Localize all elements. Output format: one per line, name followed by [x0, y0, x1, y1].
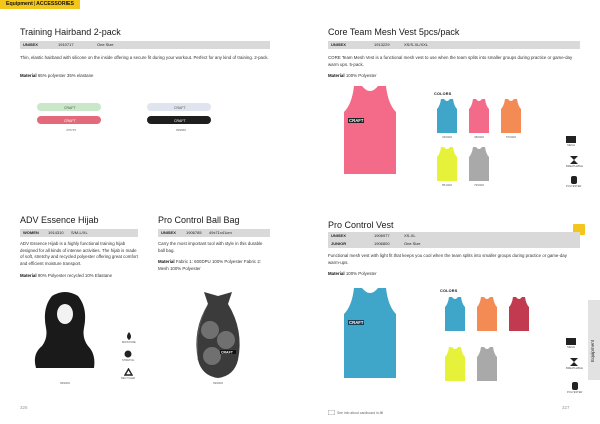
- polyester-icon: [571, 176, 577, 184]
- recycled-icon-group: RECYCLED: [121, 368, 135, 380]
- control-vest-red-swatch: [508, 296, 530, 332]
- svg-text:CRAFT: CRAFT: [64, 106, 76, 110]
- hijab-image: [30, 290, 100, 378]
- page-number-left: 326: [20, 405, 28, 410]
- stretch-icon: [124, 350, 132, 358]
- mesh-vest-pink-image: [340, 84, 400, 176]
- mesh-icon-group: MESH: [566, 136, 576, 147]
- mesh-vest-code-5: 790000: [473, 183, 484, 187]
- unisex-label: UNISEX: [161, 230, 176, 235]
- polyester-icon: [572, 382, 578, 390]
- control-vest-blue-image: [340, 286, 400, 380]
- hairband-spec-bar: [20, 41, 270, 49]
- ballbag-spec-bar: [158, 229, 270, 237]
- svg-text:CRAFT: CRAFT: [64, 119, 76, 123]
- svg-text:CRAFT: CRAFT: [174, 106, 186, 110]
- subsection-label: ACCESSORIES: [36, 1, 74, 7]
- breathable-icon: [570, 156, 578, 164]
- mesh-vest-code-2: 480000: [473, 135, 484, 139]
- moisture-icon-group: MOISTURE: [122, 332, 136, 344]
- ballbag-title: Pro Control Ball Bag: [158, 215, 240, 225]
- mesh-vest-colors-label: COLORS: [434, 92, 452, 96]
- size-range: XS/S-XL/XXL: [404, 42, 429, 47]
- polyester-icon-group-2: POLYESTER: [567, 382, 582, 394]
- drop-icon: [125, 332, 133, 340]
- section-tab: Equipment|ACCESSORIES: [0, 0, 80, 9]
- article-number-unisex: 1906977: [374, 233, 390, 238]
- mesh-vest-material: Material 100% Polyester: [328, 73, 377, 78]
- control-vest-title: Pro Control Vest: [328, 220, 394, 230]
- svg-text:CRAFT: CRAFT: [174, 119, 186, 123]
- hairband-variant-code-1: 475715: [65, 128, 76, 132]
- control-vest-colors-label: COLORS: [440, 289, 458, 293]
- size-range: One Size: [97, 42, 114, 47]
- svg-text:CRAFT: CRAFT: [221, 350, 233, 355]
- breathable-icon: [570, 358, 578, 366]
- control-vest-material: Material 100% Polyester: [328, 271, 377, 276]
- hairband-white-black-image: [146, 100, 216, 130]
- mesh-vest-yellow-swatch: [436, 146, 458, 182]
- mesh-vest-description: CORE Team Mesh Vest is a functional mesh vest to use when the team splits into smaller groups during practice or game-day warm ups. 5-pack.: [328, 55, 573, 67]
- svg-text:CRAFT: CRAFT: [349, 118, 364, 124]
- side-tab-label: Equipment: [590, 340, 595, 362]
- control-vest-orange-swatch: [476, 296, 498, 332]
- ballbag-description: Carry the most important tool with style in this durable ball bag.: [158, 241, 263, 253]
- size-range: S/M-L/XL: [71, 230, 88, 235]
- mesh-vest-code-3: 570000: [505, 135, 516, 139]
- control-vest-description: Functional mesh vest with light fit that keeps you cool when the team splits into smaller groups during practice or game-day warm-ups.: [328, 253, 567, 265]
- hairband-description: Thin, elastic hairband with silicone on the inside offering a secure fit during your workout. Perfect for any kind of training. 2-pack.: [20, 55, 269, 60]
- mesh-vest-spec-bar: [328, 41, 580, 49]
- hairband-pink-green-image: [36, 100, 106, 130]
- article-number: 1910717: [58, 42, 74, 47]
- hairband-variant-code-2: 999960: [175, 128, 186, 132]
- ballbag-material: Material Fabric 1: 600DPU 100% Polyester Fabric 2: Mesh 100% Polyester: [158, 259, 261, 271]
- hairband-material: Material 65% polyester 35% elastane: [20, 73, 94, 78]
- ballbag-variant-code: 999000: [212, 381, 223, 385]
- hairband-title: Training Hairband 2-pack: [20, 27, 121, 37]
- unisex-label: UNISEX: [331, 233, 346, 238]
- svg-text:CRAFT: CRAFT: [349, 320, 364, 326]
- mesh-vest-blue-swatch: [436, 98, 458, 134]
- article-number: 1913229: [374, 42, 390, 47]
- article-number: 1906785: [186, 230, 202, 235]
- mesh-vest-code-1: 330000: [441, 135, 452, 139]
- hijab-variant-code: 999000: [59, 381, 70, 385]
- page-number-right: 327: [562, 405, 570, 410]
- hijab-spec-bar: [20, 229, 138, 237]
- side-tab: [588, 300, 600, 380]
- breathable-icon-group: BREATHABLE: [566, 156, 583, 168]
- section-label: Equipment: [6, 1, 33, 7]
- control-vest-spec-bar-junior: [328, 240, 580, 248]
- right-page: [300, 0, 600, 424]
- control-vest-blue-swatch: [444, 296, 466, 332]
- mesh-vest-pink-swatch: [468, 98, 490, 134]
- mesh-vest-grey-swatch: [468, 146, 490, 182]
- control-vest-yellow-swatch: [444, 346, 466, 382]
- women-label: WOMEN: [23, 230, 39, 235]
- control-vest-spec-bar-unisex: [328, 232, 580, 240]
- cardboard-note-icon: [328, 410, 335, 415]
- mesh-vest-title: Core Team Mesh Vest 5pcs/pack: [328, 27, 460, 37]
- ballbag-image: [190, 290, 246, 380]
- article-number-junior: 1906800: [374, 241, 390, 246]
- cardboard-note: See info about cardboard in-fill: [337, 411, 383, 415]
- size-range-junior: One Size: [404, 241, 421, 246]
- control-vest-grey-swatch: [476, 346, 498, 382]
- hijab-description: ADV Essence Hijab is a highly functional training hijab designed for all kinds of intense activities. The hijab is made of soft, stretchy and recycled polyester offering great comfort and efficient moisture transport.: [20, 241, 138, 266]
- unisex-label: UNISEX: [23, 42, 38, 47]
- size-range: 49x71x41cm: [209, 230, 232, 235]
- hijab-material: Material 90% Polyester recycled 10% Elastane: [20, 273, 113, 278]
- article-number: 1914310: [48, 230, 64, 235]
- size-range-unisex: XS-XL: [404, 233, 416, 238]
- recycle-icon: [124, 368, 133, 376]
- mesh-vest-orange-swatch: [500, 98, 522, 134]
- unisex-label: UNISEX: [331, 42, 346, 47]
- hijab-title: ADV Essence Hijab: [20, 215, 99, 225]
- mesh-icon: [566, 338, 576, 345]
- mesh-vest-code-4: 851000: [441, 183, 452, 187]
- stretch-icon-group: STRETCH: [122, 350, 134, 362]
- mesh-icon: [566, 136, 576, 143]
- mesh-icon-group-2: MESH: [566, 338, 576, 349]
- polyester-icon-group: POLYESTER: [566, 176, 581, 188]
- junior-label: JUNIOR: [331, 241, 347, 246]
- breathable-icon-group-2: BREATHABLE: [566, 358, 583, 370]
